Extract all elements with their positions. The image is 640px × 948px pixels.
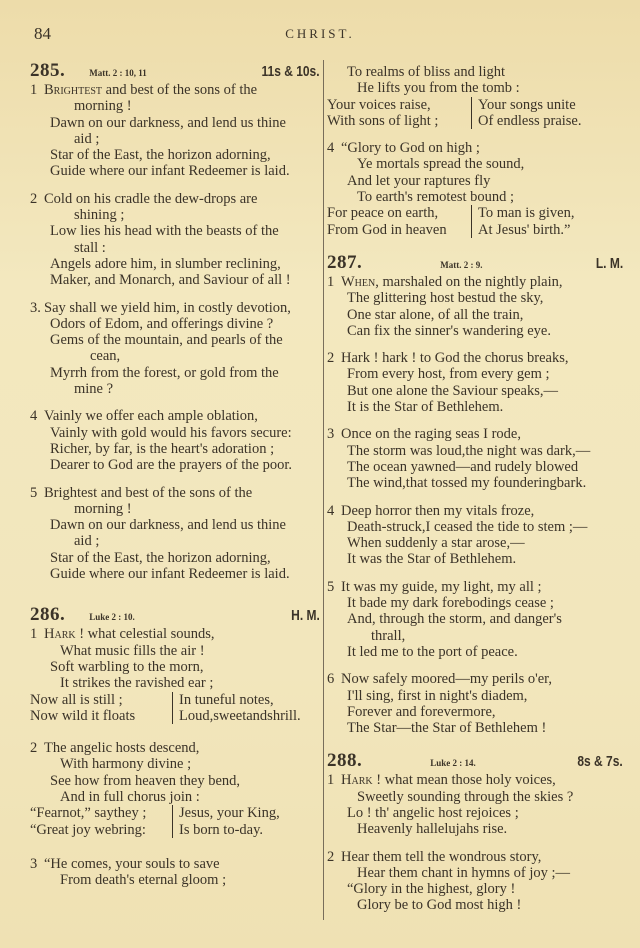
stanza-5 bbox=[30, 485, 320, 583]
verse-line: ! what celestial sounds, bbox=[75, 626, 215, 643]
hymn-header bbox=[327, 750, 623, 772]
first-word: Hark bbox=[44, 626, 76, 643]
first-word: When bbox=[341, 273, 376, 290]
verse-line: It is the Star of Bethlehem. bbox=[347, 399, 504, 416]
verse-line: The wind,that tossed my founderingbark. bbox=[347, 475, 587, 492]
verse-line: Star of the East, the horizon adorning, bbox=[50, 549, 271, 566]
verse-line: In tuneful notes, bbox=[179, 691, 274, 708]
verse-line: It led me to the port of peace. bbox=[347, 643, 518, 660]
stanza-3 bbox=[30, 300, 320, 398]
stanza-number: 3 bbox=[30, 855, 38, 872]
hymn-285 bbox=[30, 60, 320, 582]
verse-line: The ocean yawned—and rudely blowed bbox=[347, 458, 579, 475]
verse-line: Hear them chant in hymns of joy ;— bbox=[357, 864, 571, 881]
verse-line: Now safely moored—my perils o'er, bbox=[341, 671, 553, 688]
hymn-number: 286. bbox=[30, 604, 66, 626]
verse-line: Richer, by far, is the heart's adoration ; bbox=[50, 440, 275, 457]
stanza-number: 1 bbox=[30, 626, 38, 643]
verse-line: morning ! bbox=[74, 98, 132, 115]
stanza-2 bbox=[327, 849, 623, 914]
hymn-number: 285. bbox=[30, 60, 66, 81]
hymn-meter: 11s & 10s. bbox=[261, 63, 320, 80]
hymn-header bbox=[327, 252, 623, 274]
verse-line: Brightest and best of the sons of the bbox=[44, 484, 253, 501]
verse-line: At Jesus' birth.” bbox=[478, 221, 571, 238]
stanza-number: 2 bbox=[30, 740, 38, 757]
verse-line: To man is given, bbox=[478, 205, 575, 222]
verse-line: Is born to-day. bbox=[179, 821, 264, 838]
verse-line: Soft warbling to the morn, bbox=[50, 658, 204, 675]
verse-line: Jesus, your King, bbox=[179, 805, 280, 822]
hymn-286-continued bbox=[327, 64, 623, 238]
stanza-number: 1 bbox=[327, 772, 335, 789]
split-line bbox=[327, 113, 623, 129]
verse-line: Your songs unite bbox=[478, 96, 576, 113]
verse-line: With sons of light ; bbox=[327, 113, 472, 129]
verse-line: From God in heaven bbox=[327, 222, 472, 238]
verse-line: Star of the East, the horizon adorning, bbox=[50, 147, 271, 164]
verse-line: Glory be to God most high ! bbox=[357, 897, 522, 914]
verse-line: “Fearnot,” saythey ; bbox=[30, 805, 173, 821]
verse-line: But one alone the Saviour speaks,— bbox=[347, 382, 559, 399]
stanza-number: 2 bbox=[30, 190, 38, 207]
verse-line: With harmony divine ; bbox=[60, 756, 192, 773]
verse-line: Low lies his head with the beasts of the bbox=[50, 223, 279, 240]
verse-line: “Great joy webring: bbox=[30, 822, 173, 838]
stanza-number: 1 bbox=[327, 273, 335, 290]
verse-line: Forever and forevermore, bbox=[347, 703, 496, 720]
verse-line: Angels adore him, in slumber reclining, bbox=[50, 255, 281, 272]
hymn-288 bbox=[327, 750, 623, 913]
verse-line: Sweetly sounding through the skies ? bbox=[357, 788, 574, 805]
verse-line: Myrrh from the forest, or gold from the bbox=[50, 364, 279, 381]
stanza-number: 2 bbox=[327, 350, 335, 367]
verse-line: For peace on earth, bbox=[327, 205, 472, 221]
stanza-number: 4 bbox=[327, 502, 335, 519]
scripture-reference: Luke 2 : 10. bbox=[89, 612, 135, 623]
stanza-4 bbox=[327, 503, 623, 568]
verse-line: It bade my dark forebodings cease ; bbox=[347, 595, 554, 612]
hymn-287 bbox=[327, 252, 623, 736]
scripture-reference: Luke 2 : 14. bbox=[430, 758, 476, 769]
hymn-header bbox=[30, 60, 320, 82]
verse-line: From death's eternal gloom ; bbox=[60, 872, 227, 889]
hymn-286 bbox=[30, 604, 320, 888]
verse-line: It was the Star of Bethlehem. bbox=[347, 551, 517, 568]
stanza-6 bbox=[327, 671, 623, 736]
verse-line: Of endless praise. bbox=[478, 112, 582, 129]
stanza-number: 2 bbox=[327, 848, 335, 865]
verse-line: Now all is still ; bbox=[30, 692, 173, 708]
split-line bbox=[327, 205, 623, 221]
verse-line: Loud,sweetandshrill. bbox=[179, 707, 301, 724]
verse-line: I'll sing, first in night's diadem, bbox=[347, 687, 528, 704]
verse-line: The storm was loud,the night was dark,— bbox=[347, 442, 591, 459]
verse-line: From every host, from every gem ; bbox=[347, 366, 550, 383]
stanza-number: 4 bbox=[327, 140, 335, 157]
verse-line: Deep horror then my vitals froze, bbox=[341, 502, 535, 519]
hymn-meter: 8s & 7s. bbox=[577, 753, 623, 771]
verse-line: Dawn on our darkness, and lend us thine bbox=[50, 517, 286, 534]
verse-line: Maker, and Monarch, and Saviour of all ! bbox=[50, 272, 291, 289]
split-line bbox=[327, 222, 623, 238]
verse-line: Dearer to God are the prayers of the poor. bbox=[50, 457, 292, 474]
verse-line: Hear them tell the wondrous story, bbox=[341, 848, 542, 865]
running-head bbox=[0, 24, 640, 48]
scripture-reference: Matt. 2 : 9. bbox=[440, 259, 483, 270]
verse-line: thrall, bbox=[371, 627, 406, 644]
verse-line: Hark ! hark ! to God the chorus breaks, bbox=[341, 350, 569, 367]
stanza-1 bbox=[327, 772, 623, 837]
stanza-number: 1 bbox=[30, 82, 38, 98]
stanza-4 bbox=[30, 408, 320, 473]
verse-line: Heavenly hallelujahs rise. bbox=[357, 821, 508, 838]
stanza-number: 5 bbox=[30, 484, 38, 501]
split-line bbox=[30, 692, 320, 708]
verse-line: Vainly with gold would his favors secure: bbox=[50, 424, 292, 441]
verse-line: Lo ! th' angelic host rejoices ; bbox=[347, 804, 519, 821]
verse-line: Guide where our infant Redeemer is laid. bbox=[50, 566, 290, 583]
verse-line: Can fix the sinner's wandering eye. bbox=[347, 322, 551, 339]
verse-line: Your voices raise, bbox=[327, 97, 472, 113]
hymn-number: 287. bbox=[327, 251, 363, 273]
verse-line: “He comes, your souls to save bbox=[44, 855, 220, 872]
verse-line: The glittering host bestud the sky, bbox=[347, 290, 544, 307]
verse-line: The angelic hosts descend, bbox=[44, 740, 200, 757]
verse-line: , marshaled on the nightly plain, bbox=[375, 273, 563, 290]
stanza-number: 3 bbox=[327, 426, 335, 443]
verse-line: Gems of the mountain, and pearls of the bbox=[50, 332, 283, 349]
stanza-number: 5 bbox=[327, 578, 335, 595]
verse-line: and best of the sons of the bbox=[102, 82, 258, 98]
verse-line: Dawn on our darkness, and lend us thine bbox=[50, 114, 286, 131]
verse-line: mine ? bbox=[74, 381, 114, 398]
stanza-5 bbox=[327, 579, 623, 660]
verse-line: To earth's remotest bound ; bbox=[357, 189, 515, 206]
verse-line: It strikes the ravished ear ; bbox=[60, 675, 214, 692]
hymn-meter: L. M. bbox=[595, 254, 623, 272]
verse-line: See how from heaven they bend, bbox=[50, 772, 241, 789]
first-word: Brightest bbox=[44, 82, 103, 98]
stanza-1 bbox=[327, 274, 623, 339]
stanza-1 bbox=[30, 82, 320, 180]
split-line bbox=[327, 97, 623, 113]
column-divider bbox=[323, 60, 324, 920]
section-title: CHRIST. bbox=[285, 26, 355, 41]
first-word: Hark bbox=[341, 772, 373, 789]
scripture-reference: Matt. 2 : 10, 11 bbox=[89, 68, 147, 78]
verse-line: And in full chorus join : bbox=[60, 788, 200, 805]
hymn-number: 288. bbox=[327, 750, 363, 772]
verse-line: aid ; bbox=[74, 533, 100, 550]
verse-line: Vainly we offer each ample oblation, bbox=[44, 408, 258, 425]
verse-line: morning ! bbox=[74, 500, 132, 517]
verse-line: Ye mortals spread the sound, bbox=[357, 156, 525, 173]
verse-line: What music fills the air ! bbox=[60, 642, 205, 659]
split-line bbox=[30, 822, 320, 838]
verse-line: Guide where our infant Redeemer is laid. bbox=[50, 163, 290, 180]
verse-line: shining ; bbox=[74, 207, 125, 224]
stanza-number: 4 bbox=[30, 408, 38, 425]
verse-line: Say shall we yield him, in costly devotion, bbox=[44, 299, 291, 316]
verse-line: Once on the raging seas I rode, bbox=[341, 426, 521, 443]
verse-line: To realms of bliss and light bbox=[347, 64, 506, 80]
verse-line: It was my guide, my light, my all ; bbox=[341, 578, 542, 595]
verse-line: Now wild it floats bbox=[30, 708, 173, 724]
stanza-2 bbox=[30, 191, 320, 289]
verse-line: The Star—the Star of Bethlehem ! bbox=[347, 720, 547, 737]
stanza-number: 3. bbox=[30, 299, 41, 316]
verse-line: When suddenly a star arose,— bbox=[347, 535, 525, 552]
stanza-number: 6 bbox=[327, 671, 335, 688]
split-line bbox=[30, 708, 320, 724]
verse-line: “Glory in the highest, glory ! bbox=[347, 881, 516, 898]
verse-line: aid ; bbox=[74, 130, 100, 147]
verse-line: One star alone, of all the train, bbox=[347, 306, 524, 323]
left-column bbox=[30, 60, 320, 902]
verse-line: ! what mean those holy voices, bbox=[372, 772, 556, 789]
stanza-3-continued bbox=[327, 64, 623, 129]
stanza-1 bbox=[30, 626, 320, 724]
stanza-2 bbox=[30, 740, 320, 838]
verse-line: “Glory to God on high ; bbox=[341, 140, 480, 157]
verse-line: Death-struck,I ceased the tide to stem ;— bbox=[347, 518, 588, 535]
stanza-4 bbox=[327, 140, 623, 238]
stanza-3 bbox=[327, 426, 623, 491]
verse-line: And let your raptures fly bbox=[347, 172, 491, 189]
verse-line: Cold on his cradle the dew-drops are bbox=[44, 190, 258, 207]
hymn-header bbox=[30, 604, 320, 626]
split-line bbox=[30, 805, 320, 821]
page-number: 84 bbox=[34, 24, 51, 43]
stanza-2 bbox=[327, 350, 623, 415]
verse-line: stall : bbox=[74, 239, 106, 256]
right-column bbox=[327, 64, 623, 928]
verse-line: Odors of Edom, and offerings divine ? bbox=[50, 315, 274, 332]
verse-line: And, through the storm, and danger's bbox=[347, 611, 562, 628]
stanza-3 bbox=[30, 856, 320, 889]
hymn-meter: H. M. bbox=[291, 607, 320, 625]
verse-line: cean, bbox=[90, 348, 121, 365]
verse-line: He lifts you from the tomb : bbox=[357, 80, 520, 97]
